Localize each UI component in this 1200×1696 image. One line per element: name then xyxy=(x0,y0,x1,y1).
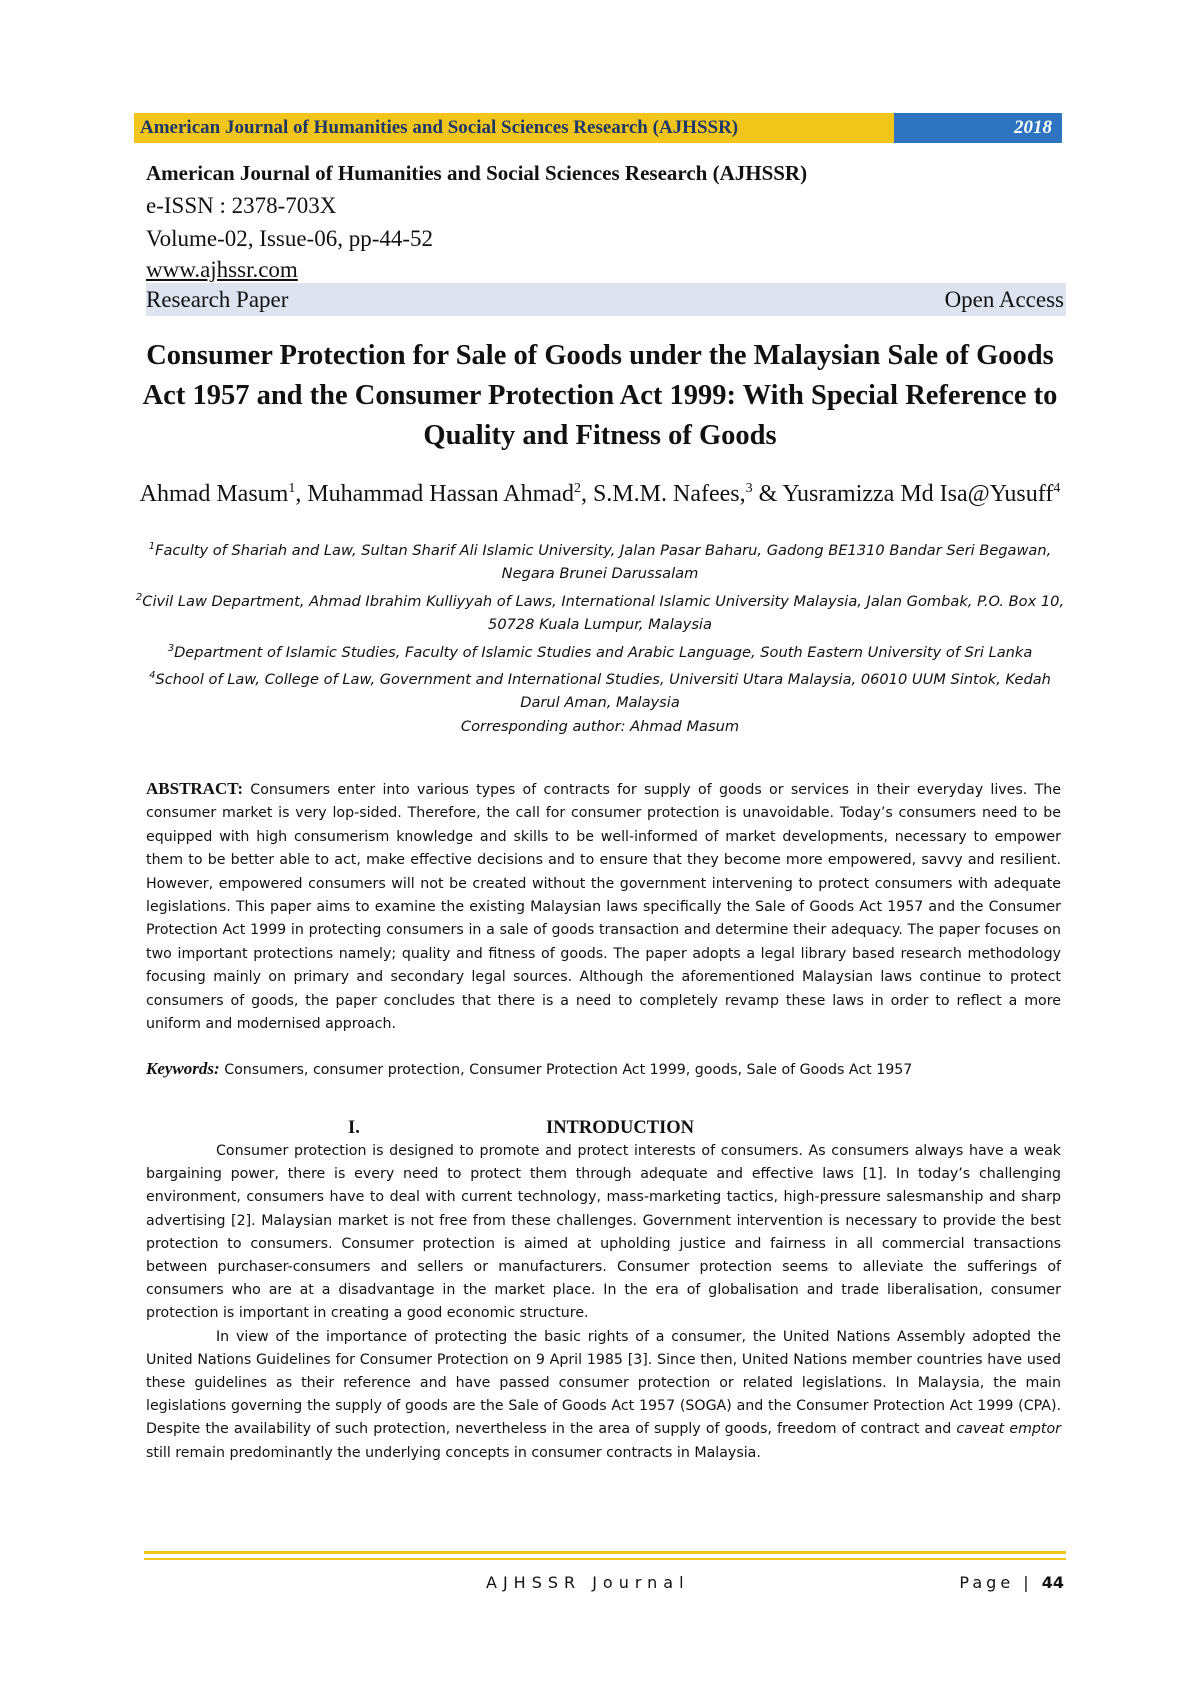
affiliation-item: $^1$Faculty of Shariah and Law, Sultan Sharif Ali Islamic University, Jalan Pasar Baharu, Gadong BE1310 Bandar Seri Begawan, Negara Brunei Darussalam xyxy=(148,541,1052,583)
author-name: Muhammad Hassan Ahmad xyxy=(307,481,574,507)
author-superscript: 3 xyxy=(745,481,753,496)
journal-header-bar xyxy=(134,113,1062,143)
paragraph: In view of the importance of protecting the basic rights of a consumer, the United Nations Assembly adopted the United Nations Guidelines for Consumer Protection on 9 April 1985 [3]. Since then, United Nations member countries have used these guidelines as their reference and have passed consumer protection or related legislations. In Malaysia, the main legislations governing the supply of goods are the Sale of Goods Act 1957 (SOGA) and the Consumer Protection Act 1999 (CPA). Despite the availability of such protection, nevertheless in the area of supply of goods, freedom of contract and caveat emptor still remain predominantly the underlying concepts in consumer contracts in Malaysia. xyxy=(146,1328,1061,1461)
footer-page: Page | 44 xyxy=(959,1573,1064,1592)
author-name: & Yusramizza Md Isa@Yusuff xyxy=(758,481,1054,507)
author-name: Ahmad Masum xyxy=(139,481,289,507)
paper-title: Consumer Protection for Sale of Goods under the Malaysian Sale of Goods Act 1957 and the Consumer Protection Act 1999: With Special Reference to Quality and Fitness of Goods xyxy=(142,340,1058,451)
page-number: 44 xyxy=(1041,1573,1064,1592)
footer-divider xyxy=(144,1551,1066,1554)
keywords-label: Keywords: xyxy=(146,1059,220,1078)
meta-volume: Volume-02, Issue-06, pp-44-52 xyxy=(146,226,434,251)
affiliation-item: $^2$Civil Law Department, Ahmad Ibrahim Kulliyyah of Laws, International Islamic University Malaysia, Jalan Gombak, P.O. Box 10, 50728 Kuala Lumpur, Malaysia xyxy=(135,591,1065,634)
affiliation-item: $^3$Department of Islamic Studies, Faculty of Islamic Studies and Arabic Language, South Eastern University of Sri Lanka xyxy=(167,642,1033,661)
abstract-text: Consumers enter into various types of contracts for supply of goods or services in their everyday lives. The consumer market is very lop-sided. Therefore, the call for consumer protection is unavoidable. Today’s consumers need to be equipped with high consumerism knowledge and skills to be well-informed of market developments, necessary to empower them to be better able to act, make effective decisions and to ensure that they become more empowered, savvy and resilient. However, empowered consumers will not be created without the government intervening to protect consumers with adequate legislations. This paper aims to examine the existing Malaysian laws specifically the Sale of Goods Act 1957 and the Consumer Protection Act 1999 in protecting consumers in a sale of goods transaction and determine their adequacy. The paper focuses on two important protections namely; quality and fitness of goods. The paper adopts a legal library based research methodology focusing mainly on primary and secondary legal sources. Although the aforementioned Malaysian laws continue to protect consumers of goods, the paper concludes that there is a need to completely revamp these laws in order to reflect a more uniform and modernised approach. xyxy=(146,782,1061,1033)
introduction-body xyxy=(146,1140,1061,1465)
author-name: S.M.M. Nafees, xyxy=(592,481,746,507)
emphasis-term: caveat emptor xyxy=(956,1421,1061,1438)
paper-type-bar xyxy=(146,283,1066,316)
section-number: I. xyxy=(348,1118,360,1138)
header-year: 2018 xyxy=(894,113,1062,143)
access-type: Open Access xyxy=(944,286,1064,312)
corresponding-author: Corresponding author: Ahmad Masum xyxy=(460,717,740,735)
section-title: INTRODUCTION xyxy=(546,1118,695,1138)
footer-journal: AJHSSR Journal xyxy=(486,1573,690,1592)
abstract-label: ABSTRACT: xyxy=(146,779,243,798)
keywords xyxy=(146,1057,1061,1082)
keywords-text: Consumers, consumer protection, Consumer Protection Act 1999, goods, Sale of Goods Act 1957 xyxy=(224,1062,913,1078)
author-list: Ahmad Masum$^1$, Muhammad Hassan Ahmad$^2$, S.M.M. Nafees,$^3$ & Yusramizza Md Isa@Yusuff$^4$ xyxy=(139,481,1061,507)
paragraph: Consumer protection is designed to promote and protect interests of consumers. As consumers always have a weak bargaining power, there is every need to protect them through adequate and effective laws [1]. In today’s challenging environment, consumers have to deal with current technology, mass-marketing tactics, high-pressure salesmanship and sharp advertising [2]. Malaysian market is not free from these challenges. Government intervention is necessary to provide the best protection to consumers. Consumer protection is aimed at upholding justice and fairness in all commercial transactions between purchaser-consumers and sellers or manufacturers. Consumer protection seems to alleviate the sufferings of consumers who are at a disadvantage in the market place. In the era of globalisation and trade liberalisation, consumer protection is important in creating a good economic structure. xyxy=(146,1143,1061,1322)
journal-meta xyxy=(146,157,1062,285)
meta-journal-name: American Journal of Humanities and Social Sciences Research (AJHSSR) xyxy=(146,161,808,185)
author-superscript: 1 xyxy=(288,481,296,496)
abstract xyxy=(146,777,1061,1036)
footer-divider xyxy=(144,1558,1066,1560)
meta-issn: e-ISSN : 2378-703X xyxy=(146,193,337,218)
author-superscript: 2 xyxy=(573,481,581,496)
author-superscript: 4 xyxy=(1053,481,1061,496)
header-journal-name: American Journal of Humanities and Social Sciences Research (AJHSSR) xyxy=(134,113,894,143)
affiliations xyxy=(134,535,1066,738)
journal-url-link[interactable]: www.ajhssr.com xyxy=(146,257,298,282)
paper-type: Research Paper xyxy=(146,286,289,312)
affiliation-item: $^4$School of Law, College of Law, Government and International Studies, Universiti Utara Malaysia, 06010 UUM Sintok, Kedah Darul Aman, Malaysia xyxy=(149,670,1051,712)
